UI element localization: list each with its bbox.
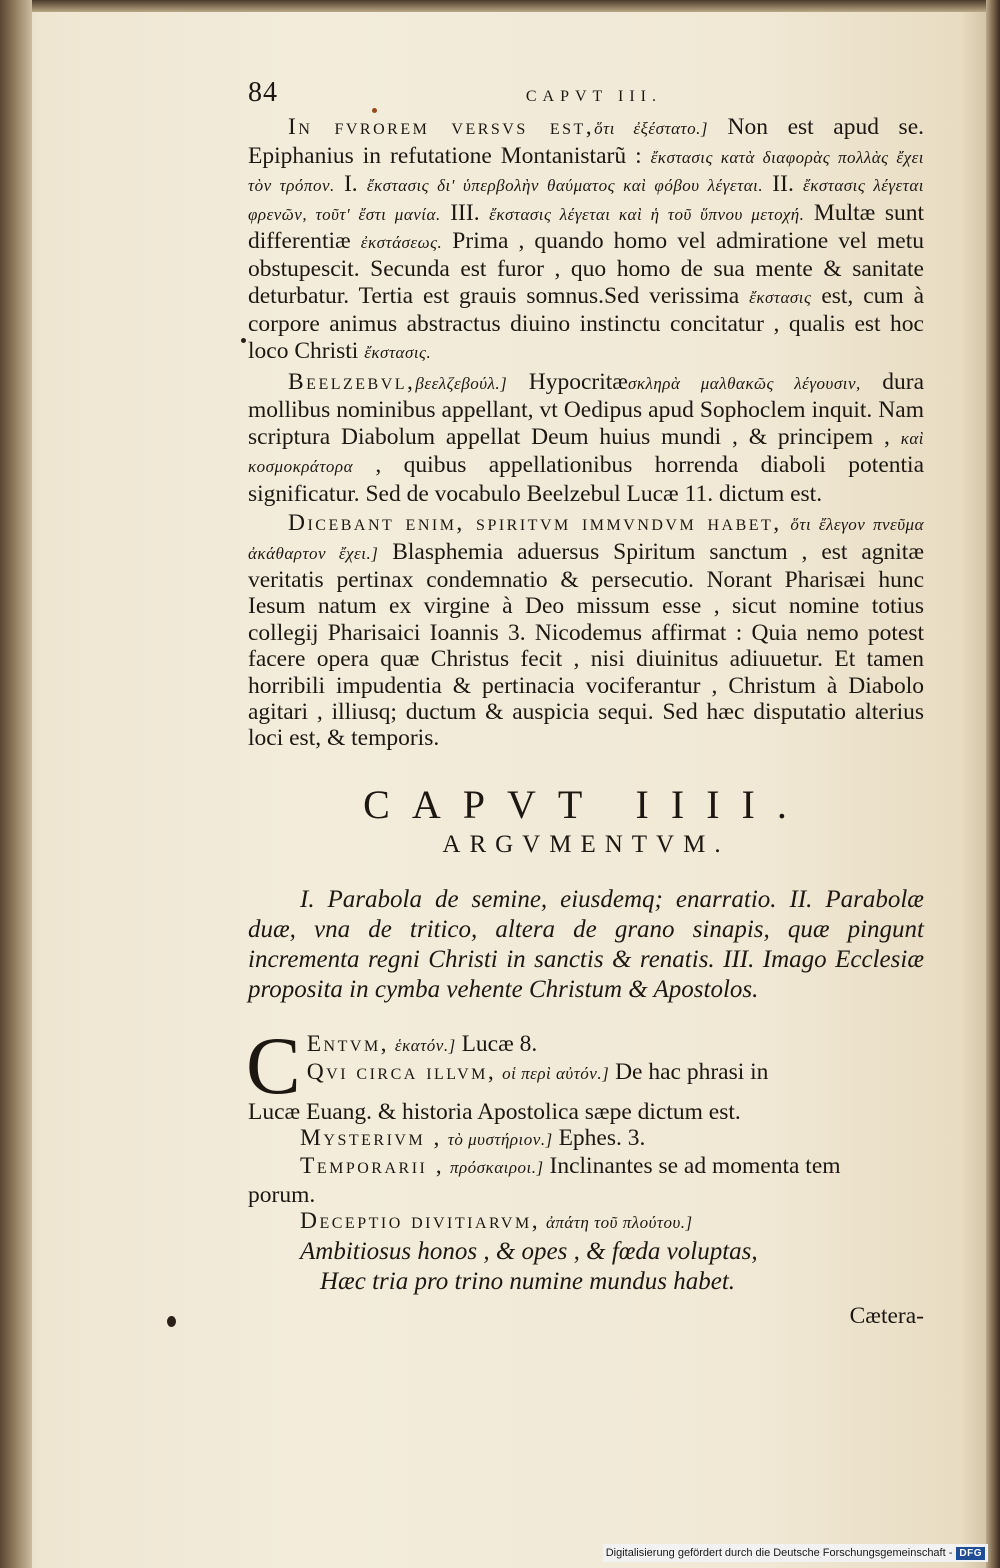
greek-text: σκληρὰ μαλθακῶς λέγουσιν, — [627, 374, 861, 394]
paragraph-text: Multæ sunt differentiæ — [248, 199, 924, 255]
entry-line — [248, 1208, 924, 1236]
page-top-edge — [0, 0, 1000, 12]
commentary-paragraph — [248, 369, 924, 507]
greek-text: καὶ κοσμοκράτορα — [248, 428, 924, 477]
greek-text: ἔκστασις. — [364, 342, 432, 362]
paragraph-text: Hypocritæ — [528, 369, 628, 396]
greek-text: οἱ περὶ αὐτόν.] — [502, 1063, 610, 1083]
paragraph-text: est, cum à corpore animus abstractus diuino instinctu concitatur , qualis est hoc loco Christi — [248, 282, 925, 364]
dfg-logo: DFG — [956, 1547, 985, 1560]
entry-line — [248, 1182, 924, 1208]
entry-text: Lucæ 8. — [461, 1030, 538, 1057]
greek-text: ἔκστασις λέγεται καὶ ἡ τοῦ ὕπνου μετοχή. — [489, 204, 805, 224]
entry-line — [248, 1031, 924, 1059]
entry-line — [248, 1125, 924, 1153]
entry-text: Lucæ Euang. & historia Apostolica sæpe dictum est. — [248, 1098, 741, 1125]
running-head: CAPVT III. — [525, 88, 662, 105]
greek-text: ἔκστασις δι' ὑπερβολὴν θαύματος καὶ φόβου λέγεται. — [366, 176, 764, 196]
ink-speck — [167, 1316, 176, 1327]
entry-line — [248, 1099, 924, 1125]
page-header — [248, 77, 924, 110]
entry-text: Ephes. 3. — [558, 1124, 646, 1151]
text-block — [246, 77, 925, 1329]
ink-speck — [241, 338, 246, 343]
page-right-edge — [986, 0, 1000, 1568]
greek-text: τὸ μυστήριον.] — [447, 1129, 553, 1149]
lemma: Entvm, — [306, 1030, 390, 1057]
paragraph-text: dura mollibus nominibus appellant, vt Oedipus apud Sophoclem inquit. Nam scriptura Diabolum appellat Deum huius mundi , & principem , — [248, 369, 925, 450]
entry-text: Inclinantes se ad momenta tem — [549, 1153, 841, 1180]
paragraph-text: II. — [772, 171, 794, 198]
lemma: Dicebant enim, spiritvm immvndvm habet, — [288, 510, 782, 537]
lemma: Deceptio divitiarvm, — [300, 1208, 541, 1235]
paragraph-text: , quibus appellationibus horrenda diaboli potentia significatur. Sed de vocabulo Beelzebul Lucæ 11. dictum est. — [248, 452, 925, 507]
lemma: Qvi circa illvm, — [306, 1058, 497, 1085]
greek-text: ὅτι ἔλεγον πνεῦμα ἀκάθαρτον ἔχει.] — [248, 515, 924, 563]
greek-text: ἔκστασις κατὰ διαφορὰς πολλὰς ἔχει τὸν τρόπον. — [248, 147, 925, 196]
greek-text: ἔκστασις λέγεται φρενῶν, τοῦτ' ἔστι μανία. — [248, 176, 925, 224]
greek-text: ὅτι ἐξέστατο.] — [594, 119, 708, 139]
greek-text: ἐκστάσεως. — [360, 233, 443, 253]
paragraph-text: III. — [450, 199, 480, 226]
entry-line — [248, 1059, 924, 1087]
footer-text: Digitalisierung gefördert durch die Deutsche Forschungsgemeinschaft - — [605, 1547, 953, 1559]
lemma: In fvrorem versvs est, — [288, 114, 595, 141]
paragraph-text: Blasphemia aduersus Spiritum sanctum , est agnitæ veritatis pertinax condemnatio & persecutio. Norant Pharisæi hunc Iesum natum ex virgine à Deo missum esse , sicut nomine totius collegij Pharisaici Ioannis 3. Nicodemus affirmat : Quia nemo potest facere opera quæ Christus fecit , nisi diuinitus adiuuetur. Et tamen horribili impudentia & pertinacia vociferantur , Christum à Diabolo agitari , illiusq; ductum & auspicia sequi. Sed hæc disputatio alterius loci est, & temporis. — [248, 538, 924, 752]
entry-text: De hac phrasi in — [615, 1058, 769, 1085]
drop-cap: C — [246, 1019, 301, 1111]
verse-line: Hæc tria pro trino numine mundus habet. — [320, 1267, 736, 1295]
commentary-paragraph — [248, 510, 924, 752]
greek-text: ἀπάτη τοῦ πλούτου.] — [545, 1213, 693, 1233]
paragraph-text: Prima , quando homo vel admiratione vel metu obstupescit. Secunda est furor , quo homo de sua mente & sanitate deturbatur. Tertia est grauis somnus.Sed verissima — [248, 228, 925, 309]
argument-text: I. Parabola de semine, eiusdemq; enarratio. II. Parabolæ duæ, vna de tritico, altera de grano sinapis, quæ pingunt incrementa regni Christi in sanctis & renatis. III. Imago Ecclesiæ proposita in cymba vehente Christum & Apostolos. — [248, 885, 924, 1003]
greek-text: ἔκστασις — [749, 287, 812, 307]
chapter-title: CAPVT IIII. — [363, 781, 809, 827]
entry-line — [248, 1153, 924, 1181]
commentary-paragraph — [248, 114, 924, 366]
entry-text: porum. — [248, 1181, 316, 1208]
page-left-edge — [0, 0, 32, 1568]
catchword: Cætera- — [849, 1302, 924, 1329]
paragraph-text: I. — [343, 171, 358, 198]
paragraph-text: Non est apud se. Epiphanius in refutatione Montanistarũ : — [248, 114, 925, 169]
digitization-footer — [603, 1544, 988, 1562]
argument-heading: ARGVMENTVM. — [442, 831, 730, 859]
lemma: Temporarii , — [300, 1153, 445, 1180]
lemma: Mysterivm , — [300, 1124, 442, 1151]
verse-line: Ambitiosus honos , & opes , & fœda voluptas, — [300, 1237, 758, 1265]
chapter-entries — [246, 1019, 924, 1297]
greek-text: βεελζεβούλ.] — [415, 374, 508, 394]
greek-text: ἑκατόν.] — [394, 1035, 456, 1055]
greek-text: πρόσκαιροι.] — [450, 1158, 544, 1178]
lemma: Beelzebvl, — [288, 369, 416, 396]
page-number: 84 — [248, 77, 278, 108]
